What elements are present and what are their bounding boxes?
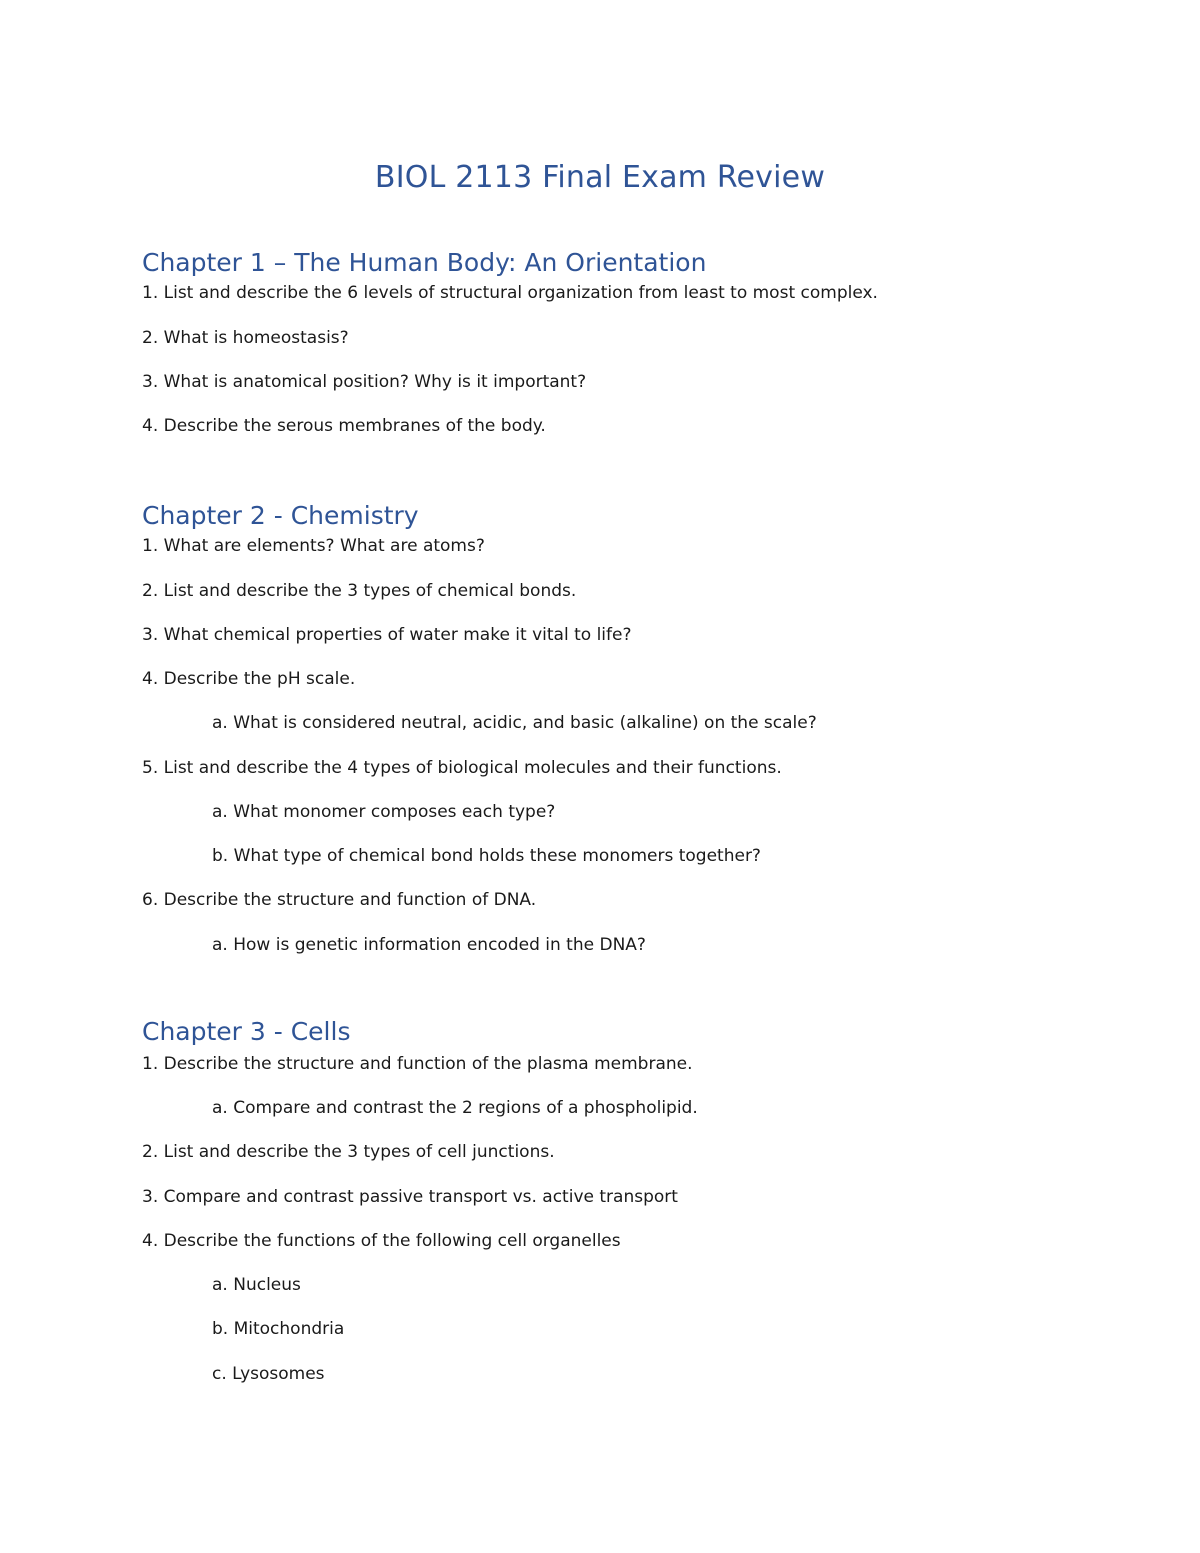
chapter-2-question-2: 2. List and describe the 3 types of chemical bonds. [142, 581, 577, 601]
chapter-1-question-2: 2. What is homeostasis? [142, 328, 349, 348]
chapter-2-question-6: 6. Describe the structure and function of DNA. [142, 890, 537, 910]
chapter-1-question-1: 1. List and describe the 6 levels of structural organization from least to most complex. [142, 283, 878, 303]
chapter-1-heading: Chapter 1 – The Human Body: An Orientation [142, 248, 707, 277]
chapter-3-question-4a: a. Nucleus [212, 1275, 301, 1295]
document-title: BIOL 2113 Final Exam Review [374, 160, 826, 195]
chapter-2-heading: Chapter 2 - Chemistry [142, 501, 419, 530]
chapter-2-question-1: 1. What are elements? What are atoms? [142, 536, 485, 556]
chapter-3-question-1: 1. Describe the structure and function of the plasma membrane. [142, 1054, 693, 1074]
chapter-3-question-4b: b. Mitochondria [212, 1319, 345, 1339]
chapter-3-question-2: 2. List and describe the 3 types of cell junctions. [142, 1142, 555, 1162]
chapter-2-question-6a: a. How is genetic information encoded in the DNA? [212, 935, 646, 955]
chapter-2-question-5a: a. What monomer composes each type? [212, 802, 556, 822]
chapter-1-question-4: 4. Describe the serous membranes of the body. [142, 416, 546, 436]
chapter-3-heading: Chapter 3 - Cells [142, 1017, 351, 1046]
chapter-2-question-5: 5. List and describe the 4 types of biological molecules and their functions. [142, 758, 782, 778]
chapter-2-question-4a: a. What is considered neutral, acidic, and basic (alkaline) on the scale? [212, 713, 817, 733]
chapter-2-question-4: 4. Describe the pH scale. [142, 669, 356, 689]
chapter-3-question-4c: c. Lysosomes [212, 1364, 325, 1384]
chapter-3-question-1a: a. Compare and contrast the 2 regions of a phospholipid. [212, 1098, 698, 1118]
chapter-3-question-4: 4. Describe the functions of the following cell organelles [142, 1231, 621, 1251]
chapter-2-question-5b: b. What type of chemical bond holds these monomers together? [212, 846, 761, 866]
chapter-2-question-3: 3. What chemical properties of water make it vital to life? [142, 625, 632, 645]
chapter-1-question-3: 3. What is anatomical position? Why is it important? [142, 372, 587, 392]
chapter-3-question-3: 3. Compare and contrast passive transport vs. active transport [142, 1187, 678, 1207]
